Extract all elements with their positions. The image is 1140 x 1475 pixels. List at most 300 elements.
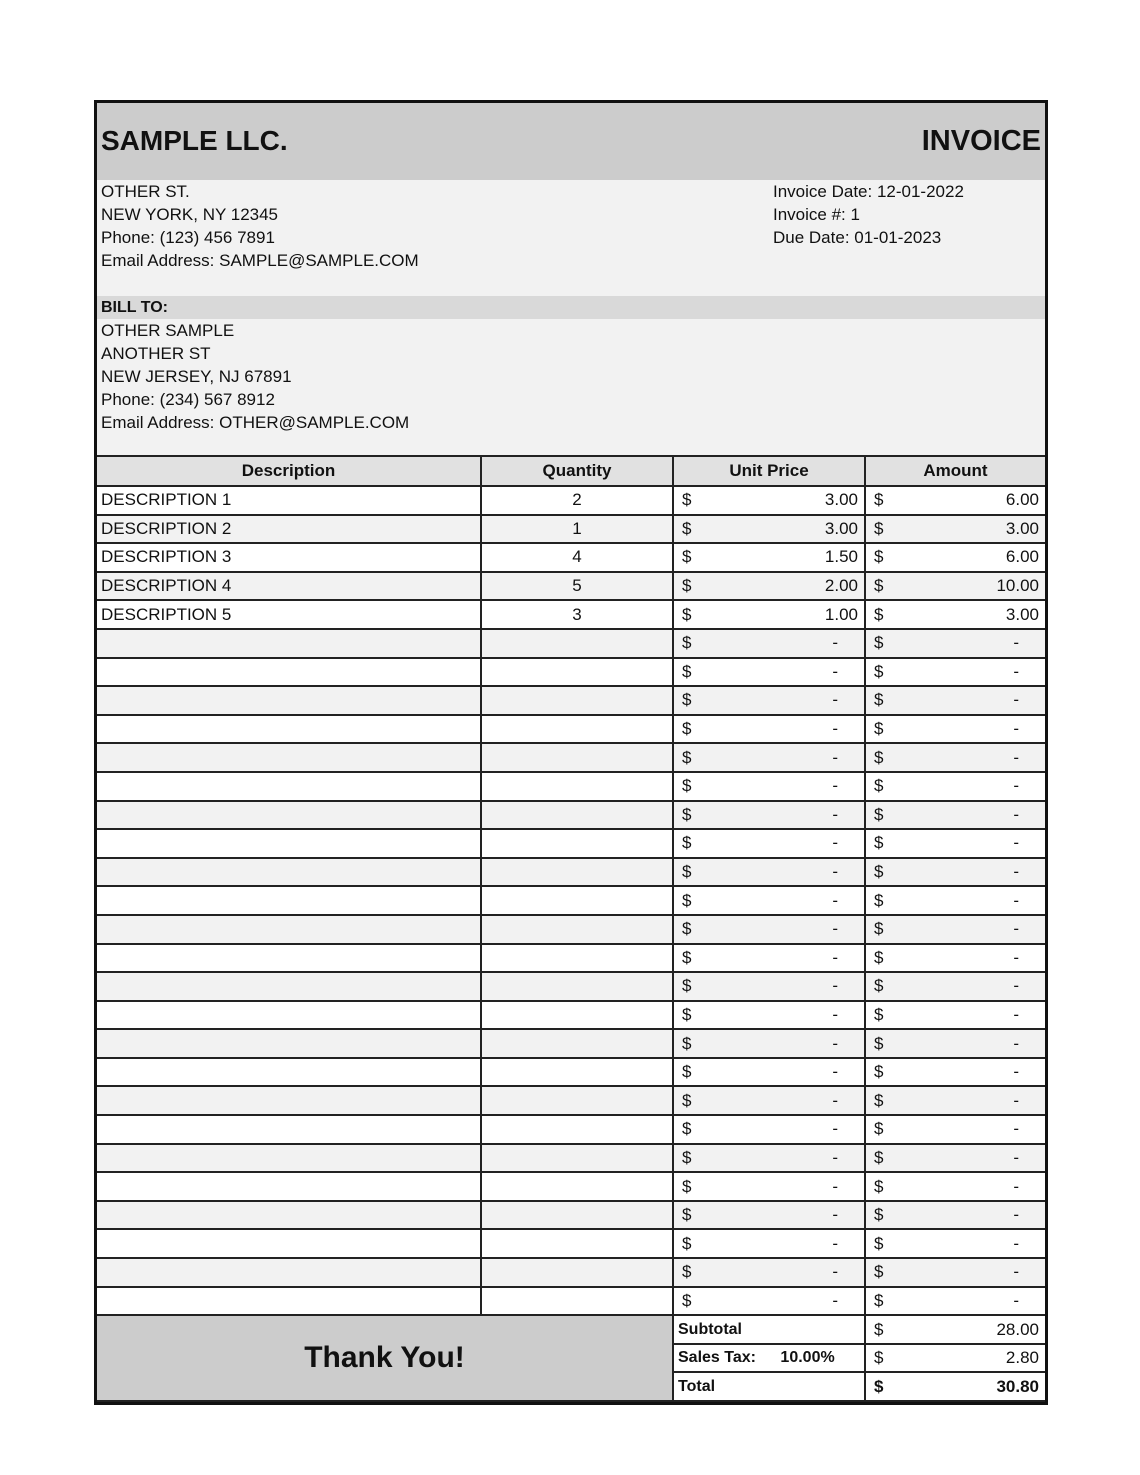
amount-value: - — [1013, 976, 1019, 996]
item-description — [97, 801, 481, 830]
item-quantity: 3 — [481, 600, 673, 629]
unit-price-value: - — [832, 890, 838, 910]
unit-price-value: - — [832, 633, 838, 653]
currency-symbol: $ — [682, 1004, 692, 1024]
item-quantity — [481, 1229, 673, 1258]
table-row — [97, 658, 1045, 687]
item-quantity — [481, 1029, 673, 1058]
unit-price-value: 3.00 — [824, 518, 858, 538]
item-quantity — [481, 1201, 673, 1230]
table-row — [97, 715, 1045, 744]
unit-price-value: - — [832, 919, 838, 939]
currency-symbol: $ — [682, 661, 692, 681]
item-description: DESCRIPTION 5 — [97, 600, 481, 629]
currency-symbol: $ — [682, 1262, 692, 1282]
item-unit-price — [673, 1258, 865, 1287]
total-label: Total — [673, 1372, 865, 1401]
unit-price-value: - — [832, 1147, 838, 1167]
currency-symbol: $ — [874, 1119, 884, 1139]
currency-symbol: $ — [682, 919, 692, 939]
item-quantity: 4 — [481, 543, 673, 572]
amount-value: - — [1013, 1205, 1019, 1225]
currency-symbol: $ — [682, 1147, 692, 1167]
sales-tax-value: 2.80 — [1005, 1348, 1039, 1368]
amount-value: - — [1013, 804, 1019, 824]
currency-symbol: $ — [874, 1062, 884, 1082]
table-row — [97, 1144, 1045, 1173]
item-unit-price — [673, 1086, 865, 1115]
currency-symbol: $ — [874, 633, 884, 653]
item-amount — [865, 915, 1045, 944]
table-row — [97, 543, 1045, 572]
total-cell — [865, 1372, 1045, 1401]
due-date: Due Date: 01-01-2023 — [773, 228, 942, 247]
item-unit-price — [673, 572, 865, 601]
unit-price-value: - — [832, 833, 838, 853]
item-unit-price — [673, 1058, 865, 1087]
currency-symbol: $ — [682, 490, 692, 510]
item-description — [97, 1144, 481, 1173]
item-quantity — [481, 1287, 673, 1316]
amount-value: - — [1013, 947, 1019, 967]
line-items-table — [97, 455, 1045, 1402]
currency-symbol: $ — [682, 547, 692, 567]
item-amount — [865, 515, 1045, 544]
item-amount — [865, 1172, 1045, 1201]
amount-value: - — [1013, 1062, 1019, 1082]
currency-symbol: $ — [874, 919, 884, 939]
item-amount — [865, 658, 1045, 687]
table-row — [97, 1287, 1045, 1316]
total-value: 30.80 — [996, 1376, 1039, 1396]
currency-symbol: $ — [874, 890, 884, 910]
item-amount — [865, 772, 1045, 801]
table-row — [97, 686, 1045, 715]
table-row — [97, 1086, 1045, 1115]
invoice-header — [97, 103, 1045, 180]
item-unit-price — [673, 1001, 865, 1030]
currency-symbol: $ — [874, 719, 884, 739]
bill-to-block — [97, 319, 1045, 455]
amount-value: 3.00 — [1005, 604, 1039, 624]
item-unit-price — [673, 1029, 865, 1058]
amount-value: - — [1013, 919, 1019, 939]
amount-value: - — [1013, 1290, 1019, 1310]
table-row — [97, 572, 1045, 601]
item-unit-price — [673, 743, 865, 772]
item-amount — [865, 972, 1045, 1001]
unit-price-value: 3.00 — [824, 490, 858, 510]
item-amount — [865, 1144, 1045, 1173]
amount-value: - — [1013, 1090, 1019, 1110]
column-header-unit-price: Unit Price — [673, 456, 865, 486]
unit-price-value: - — [832, 1062, 838, 1082]
currency-symbol: $ — [874, 1262, 884, 1282]
amount-value: 6.00 — [1005, 490, 1039, 510]
currency-symbol: $ — [682, 576, 692, 596]
item-quantity — [481, 715, 673, 744]
item-amount — [865, 829, 1045, 858]
item-description: DESCRIPTION 1 — [97, 486, 481, 515]
item-quantity: 2 — [481, 486, 673, 515]
currency-symbol: $ — [874, 1004, 884, 1024]
item-description — [97, 972, 481, 1001]
table-row — [97, 1172, 1045, 1201]
item-description — [97, 772, 481, 801]
table-row — [97, 515, 1045, 544]
currency-symbol: $ — [682, 862, 692, 882]
currency-symbol: $ — [874, 661, 884, 681]
item-amount — [865, 743, 1045, 772]
item-amount — [865, 686, 1045, 715]
item-quantity — [481, 686, 673, 715]
amount-value: - — [1013, 661, 1019, 681]
item-unit-price — [673, 801, 865, 830]
currency-symbol: $ — [874, 804, 884, 824]
currency-symbol: $ — [682, 747, 692, 767]
currency-symbol: $ — [682, 776, 692, 796]
item-unit-price — [673, 1115, 865, 1144]
unit-price-value: - — [832, 776, 838, 796]
item-amount — [865, 1229, 1045, 1258]
bill-to-phone: Phone: (234) 567 8912 — [101, 390, 275, 409]
amount-value: - — [1013, 776, 1019, 796]
item-quantity — [481, 858, 673, 887]
item-description — [97, 1172, 481, 1201]
item-description — [97, 658, 481, 687]
item-unit-price — [673, 829, 865, 858]
company-email: Email Address: SAMPLE@SAMPLE.COM — [101, 251, 419, 270]
column-header-amount: Amount — [865, 456, 1045, 486]
currency-symbol: $ — [682, 976, 692, 996]
bill-to-email: Email Address: OTHER@SAMPLE.COM — [101, 413, 410, 432]
table-row — [97, 858, 1045, 887]
item-unit-price — [673, 915, 865, 944]
item-quantity — [481, 1058, 673, 1087]
currency-symbol: $ — [874, 1290, 884, 1310]
item-amount — [865, 801, 1045, 830]
item-description: DESCRIPTION 4 — [97, 572, 481, 601]
table-row — [97, 829, 1045, 858]
item-amount — [865, 1086, 1045, 1115]
unit-price-value: - — [832, 1262, 838, 1282]
unit-price-value: - — [832, 1176, 838, 1196]
item-unit-price — [673, 715, 865, 744]
item-amount — [865, 1287, 1045, 1316]
unit-price-value: 1.00 — [824, 604, 858, 624]
table-row — [97, 944, 1045, 973]
currency-symbol: $ — [874, 1176, 884, 1196]
item-description — [97, 1258, 481, 1287]
table-row — [97, 1115, 1045, 1144]
item-amount — [865, 715, 1045, 744]
table-row — [97, 629, 1045, 658]
amount-value: 3.00 — [1005, 518, 1039, 538]
table-row — [97, 1229, 1045, 1258]
currency-symbol: $ — [874, 690, 884, 710]
currency-symbol: $ — [682, 1119, 692, 1139]
item-quantity — [481, 886, 673, 915]
item-description — [97, 743, 481, 772]
currency-symbol: $ — [682, 1176, 692, 1196]
item-description — [97, 829, 481, 858]
summary-body — [97, 1315, 1045, 1401]
unit-price-value: - — [832, 1119, 838, 1139]
amount-value: - — [1013, 1033, 1019, 1053]
item-unit-price — [673, 1229, 865, 1258]
unit-price-value: - — [832, 804, 838, 824]
currency-symbol: $ — [874, 976, 884, 996]
item-quantity: 5 — [481, 572, 673, 601]
bill-to-heading: BILL TO: — [97, 296, 1045, 319]
item-amount — [865, 543, 1045, 572]
item-unit-price — [673, 886, 865, 915]
unit-price-value: 2.00 — [824, 576, 858, 596]
table-row — [97, 886, 1045, 915]
item-description — [97, 1229, 481, 1258]
sender-info-block — [97, 180, 1045, 296]
item-description — [97, 1029, 481, 1058]
amount-value: 10.00 — [996, 576, 1039, 596]
currency-symbol: $ — [682, 1090, 692, 1110]
company-address-line: NEW YORK, NY 12345 — [101, 205, 279, 224]
amount-value: - — [1013, 1004, 1019, 1024]
currency-symbol: $ — [682, 518, 692, 538]
table-row — [97, 1258, 1045, 1287]
unit-price-value: - — [832, 719, 838, 739]
currency-symbol: $ — [874, 833, 884, 853]
item-description — [97, 886, 481, 915]
currency-symbol: $ — [874, 576, 884, 596]
item-amount — [865, 600, 1045, 629]
sales-tax-label: Sales Tax: — [678, 1349, 756, 1367]
item-description — [97, 1201, 481, 1230]
item-quantity — [481, 743, 673, 772]
invoice-meta — [773, 180, 964, 249]
item-description — [97, 1086, 481, 1115]
amount-value: - — [1013, 1233, 1019, 1253]
currency-symbol: $ — [874, 747, 884, 767]
currency-symbol: $ — [874, 1348, 884, 1368]
currency-symbol: $ — [682, 947, 692, 967]
unit-price-value: - — [832, 862, 838, 882]
item-amount — [865, 1029, 1045, 1058]
amount-value: - — [1013, 1176, 1019, 1196]
item-unit-price — [673, 1201, 865, 1230]
item-description: DESCRIPTION 3 — [97, 543, 481, 572]
item-description — [97, 1001, 481, 1030]
table-row — [97, 1058, 1045, 1087]
item-unit-price — [673, 629, 865, 658]
unit-price-value: - — [832, 1090, 838, 1110]
currency-symbol: $ — [682, 690, 692, 710]
currency-symbol: $ — [682, 1290, 692, 1310]
currency-symbol: $ — [682, 633, 692, 653]
currency-symbol: $ — [682, 1233, 692, 1253]
company-address-line: OTHER ST. — [101, 182, 190, 201]
item-unit-price — [673, 686, 865, 715]
item-amount — [865, 486, 1045, 515]
invoice-date: Invoice Date: 12-01-2022 — [773, 182, 964, 201]
company-phone: Phone: (123) 456 7891 — [101, 228, 275, 247]
currency-symbol: $ — [682, 833, 692, 853]
unit-price-value: - — [832, 1205, 838, 1225]
sales-tax-rate: 10.00% — [780, 1349, 835, 1367]
table-row — [97, 972, 1045, 1001]
currency-symbol: $ — [874, 490, 884, 510]
unit-price-value: - — [832, 1033, 838, 1053]
table-row — [97, 915, 1045, 944]
currency-symbol: $ — [682, 804, 692, 824]
sales-tax-cell — [865, 1344, 1045, 1373]
item-description — [97, 915, 481, 944]
company-name: SAMPLE LLC. — [101, 125, 288, 156]
unit-price-value: - — [832, 690, 838, 710]
item-description — [97, 629, 481, 658]
item-unit-price — [673, 1287, 865, 1316]
currency-symbol: $ — [682, 719, 692, 739]
currency-symbol: $ — [682, 1205, 692, 1225]
unit-price-value: - — [832, 976, 838, 996]
currency-symbol: $ — [682, 1033, 692, 1053]
item-quantity — [481, 801, 673, 830]
item-amount — [865, 629, 1045, 658]
table-row — [97, 600, 1045, 629]
currency-symbol: $ — [874, 862, 884, 882]
table-row — [97, 772, 1045, 801]
item-quantity — [481, 1172, 673, 1201]
currency-symbol: $ — [874, 1033, 884, 1053]
amount-value: - — [1013, 1262, 1019, 1282]
invoice-number: Invoice #: 1 — [773, 205, 860, 224]
bill-to-city: NEW JERSEY, NJ 67891 — [101, 367, 292, 386]
item-amount — [865, 886, 1045, 915]
item-description — [97, 1115, 481, 1144]
unit-price-value: - — [832, 1233, 838, 1253]
unit-price-value: 1.50 — [824, 547, 858, 567]
item-unit-price — [673, 972, 865, 1001]
item-quantity — [481, 658, 673, 687]
item-quantity — [481, 1258, 673, 1287]
bill-to-name: OTHER SAMPLE — [101, 321, 235, 340]
column-header-quantity: Quantity — [481, 456, 673, 486]
amount-value: - — [1013, 690, 1019, 710]
item-amount — [865, 572, 1045, 601]
table-row — [97, 743, 1045, 772]
unit-price-value: - — [832, 661, 838, 681]
item-unit-price — [673, 543, 865, 572]
item-description: DESCRIPTION 2 — [97, 515, 481, 544]
table-row — [97, 1001, 1045, 1030]
currency-symbol: $ — [874, 947, 884, 967]
currency-symbol: $ — [874, 1205, 884, 1225]
amount-value: - — [1013, 1119, 1019, 1139]
table-header-row — [97, 456, 1045, 486]
bill-to-street: ANOTHER ST — [101, 344, 211, 363]
item-unit-price — [673, 515, 865, 544]
amount-value: - — [1013, 633, 1019, 653]
subtotal-row — [97, 1315, 1045, 1344]
company-address — [101, 180, 419, 272]
item-description — [97, 686, 481, 715]
item-amount — [865, 1058, 1045, 1087]
unit-price-value: - — [832, 747, 838, 767]
item-unit-price — [673, 858, 865, 887]
amount-value: - — [1013, 890, 1019, 910]
subtotal-label: Subtotal — [673, 1315, 865, 1344]
item-unit-price — [673, 772, 865, 801]
item-quantity — [481, 829, 673, 858]
item-description — [97, 1287, 481, 1316]
item-quantity — [481, 1115, 673, 1144]
amount-value: - — [1013, 862, 1019, 882]
item-quantity — [481, 1086, 673, 1115]
item-quantity — [481, 915, 673, 944]
line-items-body — [97, 486, 1045, 1315]
currency-symbol: $ — [874, 604, 884, 624]
item-unit-price — [673, 1144, 865, 1173]
currency-symbol: $ — [874, 776, 884, 796]
item-quantity — [481, 629, 673, 658]
table-row — [97, 1029, 1045, 1058]
item-description — [97, 944, 481, 973]
unit-price-value: - — [832, 947, 838, 967]
thank-you-message: Thank You! — [97, 1315, 673, 1401]
item-unit-price — [673, 1172, 865, 1201]
item-amount — [865, 1001, 1045, 1030]
item-quantity — [481, 1001, 673, 1030]
column-header-description: Description — [97, 456, 481, 486]
item-amount — [865, 1115, 1045, 1144]
amount-value: - — [1013, 1147, 1019, 1167]
amount-value: - — [1013, 719, 1019, 739]
item-amount — [865, 858, 1045, 887]
currency-symbol: $ — [682, 890, 692, 910]
subtotal-cell — [865, 1315, 1045, 1344]
item-description — [97, 858, 481, 887]
item-quantity — [481, 1144, 673, 1173]
currency-symbol: $ — [682, 1062, 692, 1082]
item-quantity: 1 — [481, 515, 673, 544]
table-row — [97, 1201, 1045, 1230]
table-row — [97, 486, 1045, 515]
amount-value: - — [1013, 747, 1019, 767]
item-quantity — [481, 772, 673, 801]
amount-value: - — [1013, 833, 1019, 853]
currency-symbol: $ — [874, 1376, 884, 1396]
item-quantity — [481, 944, 673, 973]
document-title: INVOICE — [921, 125, 1041, 157]
item-unit-price — [673, 600, 865, 629]
item-amount — [865, 1258, 1045, 1287]
amount-value: 6.00 — [1005, 547, 1039, 567]
item-unit-price — [673, 944, 865, 973]
item-quantity — [481, 972, 673, 1001]
currency-symbol: $ — [682, 604, 692, 624]
item-unit-price — [673, 658, 865, 687]
invoice-sheet — [94, 100, 1048, 1405]
currency-symbol: $ — [874, 547, 884, 567]
currency-symbol: $ — [874, 1147, 884, 1167]
currency-symbol: $ — [874, 1233, 884, 1253]
item-amount — [865, 944, 1045, 973]
currency-symbol: $ — [874, 518, 884, 538]
item-description — [97, 1058, 481, 1087]
item-amount — [865, 1201, 1045, 1230]
unit-price-value: - — [832, 1290, 838, 1310]
sales-tax-label-cell — [673, 1344, 865, 1373]
subtotal-value: 28.00 — [996, 1319, 1039, 1339]
